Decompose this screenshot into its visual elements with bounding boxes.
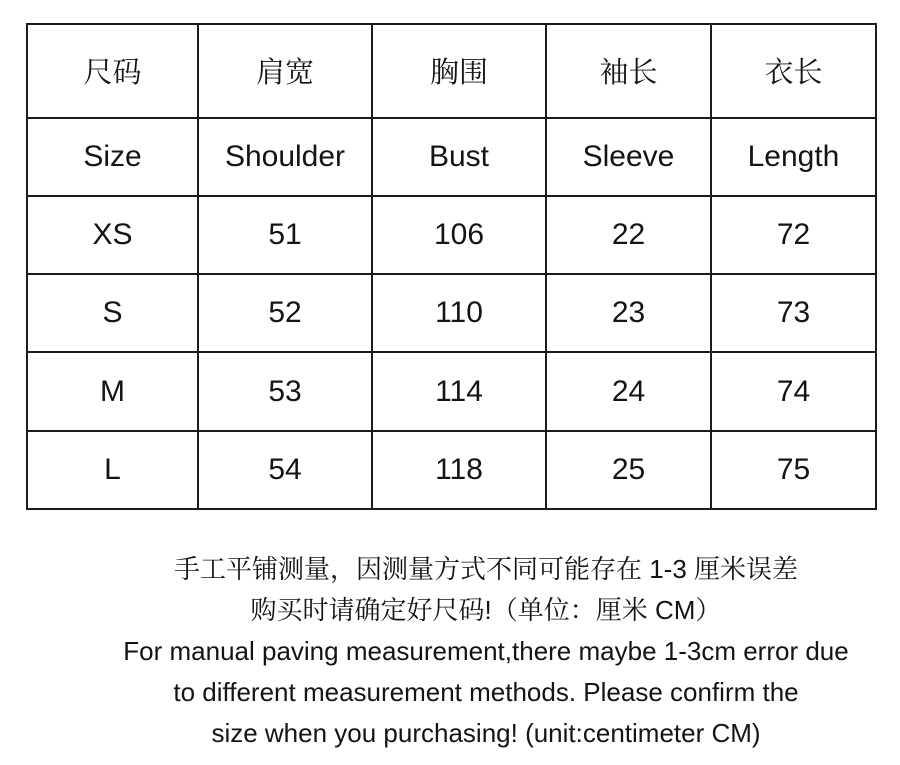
cell-length: 75 [711, 431, 876, 509]
cell-sleeve: 23 [546, 274, 711, 352]
cell-length: 74 [711, 352, 876, 430]
measurement-notes [0, 549, 900, 754]
header-length-cn: 衣长 [711, 24, 876, 118]
header-size-cn: 尺码 [27, 24, 198, 118]
cell-shoulder: 54 [198, 431, 372, 509]
header-row-cn [27, 24, 876, 118]
header-length-en: Length [711, 118, 876, 196]
cell-sleeve: 22 [546, 196, 711, 274]
cell-size: XS [27, 196, 198, 274]
header-row-en [27, 118, 876, 196]
header-bust-en: Bust [372, 118, 546, 196]
header-sleeve-cn: 袖长 [546, 24, 711, 118]
cell-shoulder: 52 [198, 274, 372, 352]
note-line-cn-2: 购买时请确定好尺码!（单位：厘米 CM） [250, 595, 722, 625]
cell-length: 73 [711, 274, 876, 352]
cell-size: S [27, 274, 198, 352]
cell-bust: 114 [372, 352, 546, 430]
note-line-en-3: size when you purchasing! (unit:centimeter CM) [211, 718, 761, 748]
cell-bust: 106 [372, 196, 546, 274]
cell-shoulder: 53 [198, 352, 372, 430]
note-line-cn-1: 手工平铺测量，因测量方式不同可能存在 1-3 厘米误差 [173, 554, 799, 584]
header-bust-cn: 胸围 [372, 24, 546, 118]
cell-sleeve: 25 [546, 431, 711, 509]
table-row-xs [27, 196, 876, 274]
header-size-en: Size [27, 118, 198, 196]
note-line-en-1: For manual paving measurement,there maybe 1-3cm error due [123, 636, 849, 666]
cell-bust: 110 [372, 274, 546, 352]
size-table [26, 23, 877, 510]
cell-sleeve: 24 [546, 352, 711, 430]
header-sleeve-en: Sleeve [546, 118, 711, 196]
table-row-l [27, 431, 876, 509]
cell-size: L [27, 431, 198, 509]
cell-size: M [27, 352, 198, 430]
note-line-en-2: to different measurement methods. Please confirm the [173, 677, 799, 707]
cell-bust: 118 [372, 431, 546, 509]
header-shoulder-cn: 肩宽 [198, 24, 372, 118]
header-shoulder-en: Shoulder [198, 118, 372, 196]
table-row-s [27, 274, 876, 352]
cell-length: 72 [711, 196, 876, 274]
table-row-m [27, 352, 876, 430]
cell-shoulder: 51 [198, 196, 372, 274]
